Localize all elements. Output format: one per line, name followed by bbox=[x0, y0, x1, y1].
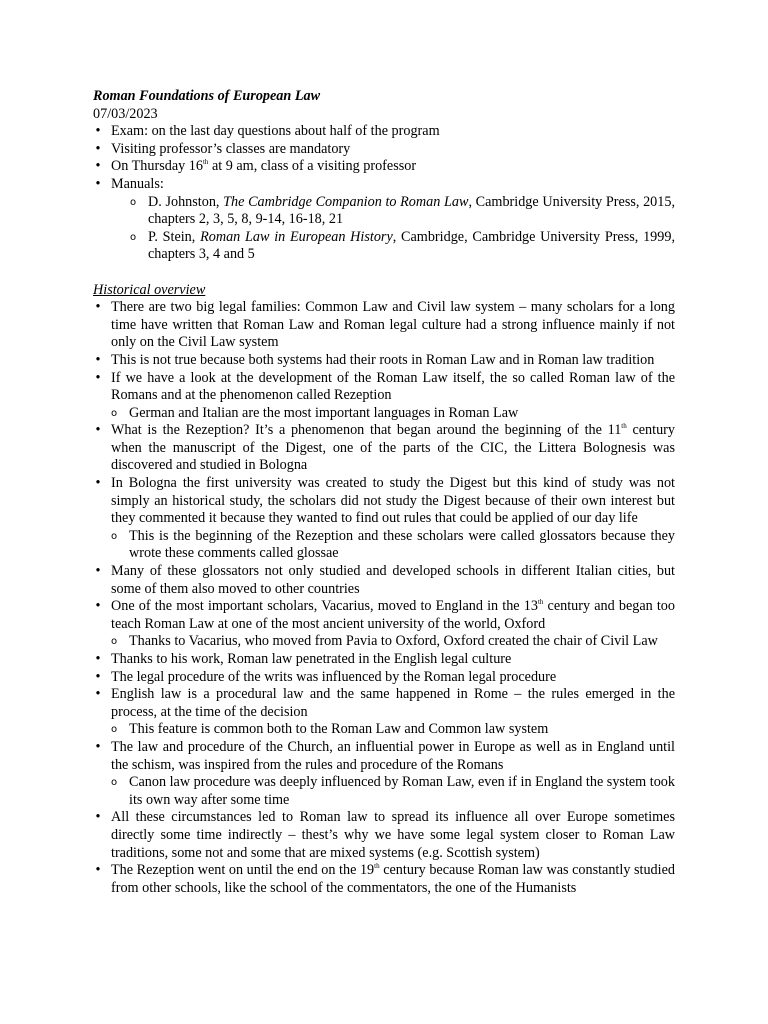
bullet-icon: • bbox=[95, 422, 101, 439]
sub-bullet-icon: o bbox=[111, 724, 118, 736]
list-item: • In Bologna the first university was created to study the Digest but this kind of study was not simply an historical study, the scholars did not study the Digest because of their own interest but they commented it because they wanted to find out rules that could be applied of our day life o This is the beginning of the Rezeption and these scholars were called glossators because they wrote these comments called glossae bbox=[93, 475, 675, 563]
bullet-icon: • bbox=[95, 862, 101, 879]
list-item: • If we have a look at the development of the Roman Law itself, the so called Roman law of the Romans and at the phenomenon called Rezeption o German and Italian are the most important languages in Roman Law bbox=[93, 370, 675, 423]
bullet-icon: • bbox=[95, 809, 101, 826]
bullet-icon: • bbox=[95, 668, 101, 685]
sub-bullet-icon: o bbox=[111, 530, 118, 542]
list-item: • On Thursday 16th at 9 am, class of a visiting professor bbox=[93, 158, 675, 176]
sub-bullet-icon: o bbox=[130, 196, 137, 208]
list-item: • Exam: on the last day questions about half of the program bbox=[93, 123, 675, 141]
sub-bullet-icon: o bbox=[111, 777, 118, 789]
list-item bbox=[93, 176, 675, 264]
list-item: • English law is a procedural law and the same happened in Rome – the rules emerged in the process, at the time of the decision o This feature is common both to the Roman Law and Common law system bbox=[93, 686, 675, 739]
manuals-label: Manuals: bbox=[111, 175, 164, 192]
list-item: • There are two big legal families: Common Law and Civil law system – many scholars for a long time have written that Roman Law and Roman legal culture had a strong influence mainly if not only on the Civil Law system bbox=[93, 299, 675, 352]
manual-item: o P. Stein, Roman Law in European History, Cambridge, Cambridge University Press, 1999, chapters 3, 4 and 5 bbox=[130, 228, 675, 263]
document-body bbox=[93, 88, 675, 897]
sub-bullet-icon: o bbox=[111, 407, 118, 419]
bullet-icon: • bbox=[95, 598, 101, 615]
sub-list-item: o Canon law procedure was deeply influenced by Roman Law, even if in England the system took its own way after some time bbox=[111, 774, 675, 808]
intro-list bbox=[93, 123, 675, 264]
section-heading: Historical overview bbox=[93, 281, 206, 298]
sub-bullet-icon: o bbox=[111, 636, 118, 648]
list-item: • Many of these glossators not only studied and developed schools in different Italian cities, but some of them also moved to other countries bbox=[93, 563, 675, 598]
document-title: Roman Foundations of European Law bbox=[93, 88, 321, 104]
manuals-list bbox=[130, 194, 675, 264]
bullet-icon: • bbox=[95, 140, 101, 157]
bullet-icon: • bbox=[95, 175, 101, 192]
bullet-icon: • bbox=[95, 738, 101, 755]
list-item: • Visiting professor’s classes are mandatory bbox=[93, 141, 675, 159]
list-item: • Thanks to his work, Roman law penetrated in the English legal culture bbox=[93, 651, 675, 669]
list-item: • The legal procedure of the writs was influenced by the Roman legal procedure bbox=[93, 669, 675, 687]
bullet-icon: • bbox=[95, 686, 101, 703]
list-item: • The law and procedure of the Church, an influential power in Europe as well as in England until the schism, was inspired from the rules and procedure of the Romans o Canon law procedure was deeply influenced by Roman Law, even if in England the system took its own way after some time bbox=[93, 739, 675, 809]
bullet-icon: • bbox=[95, 351, 101, 368]
list-item: • All these circumstances led to Roman law to spread its influence all over Europe sometimes directly some time indirectly – thest’s why we have some legal system closer to Roman Law traditions, some not and some that are mixed systems (e.g. Scottish system) bbox=[93, 809, 675, 862]
sub-bullet-icon: o bbox=[130, 231, 137, 243]
bullet-icon: • bbox=[95, 651, 101, 667]
sub-list-item: o Thanks to Vacarius, who moved from Pavia to Oxford, Oxford created the chair of Civil Law bbox=[111, 633, 658, 650]
list-item: • The Rezeption went on until the end on the 19th century because Roman law was constantly studied from other schools, like the school of the commentators, the one of the Humanists bbox=[93, 862, 675, 897]
bullet-icon: • bbox=[95, 123, 101, 140]
bullet-icon: • bbox=[95, 475, 101, 492]
list-item: • What is the Rezeption? It’s a phenomenon that began around the beginning of the 11th century when the manuscript of the Digest, one of the parts of the CIC, the Littera Bolognesis was discovered and studied in Bologna bbox=[93, 422, 675, 475]
sub-list-item: o German and Italian are the most important languages in Roman Law bbox=[111, 404, 519, 421]
sub-list-item: o This is the beginning of the Rezeption and these scholars were called glossators because they wrote these comments called glossae bbox=[111, 527, 675, 562]
bullet-icon: • bbox=[95, 369, 101, 386]
bullet-icon: • bbox=[95, 299, 101, 316]
list-item: • This is not true because both systems had their roots in Roman Law and in Roman law tradition bbox=[93, 352, 675, 370]
document-date: 07/03/2023 bbox=[93, 105, 158, 122]
list-item: • One of the most important scholars, Vacarius, moved to England in the 13th century and began too teach Roman Law at one of the most ancient university of the world, Oxford o Thanks to Vacarius, who moved from Pavia to Oxford, Oxford created the chair of Civil Law bbox=[93, 598, 675, 651]
bullet-icon: • bbox=[95, 563, 101, 580]
overview-list bbox=[93, 299, 675, 897]
sub-list-item: o This feature is common both to the Roman Law and Common law system bbox=[111, 721, 549, 738]
bullet-icon: • bbox=[95, 158, 101, 175]
manual-item: o D. Johnston, The Cambridge Companion to Roman Law, Cambridge University Press, 2015, chapters 2, 3, 5, 8, 9-14, 16-18, 21 bbox=[130, 193, 676, 228]
